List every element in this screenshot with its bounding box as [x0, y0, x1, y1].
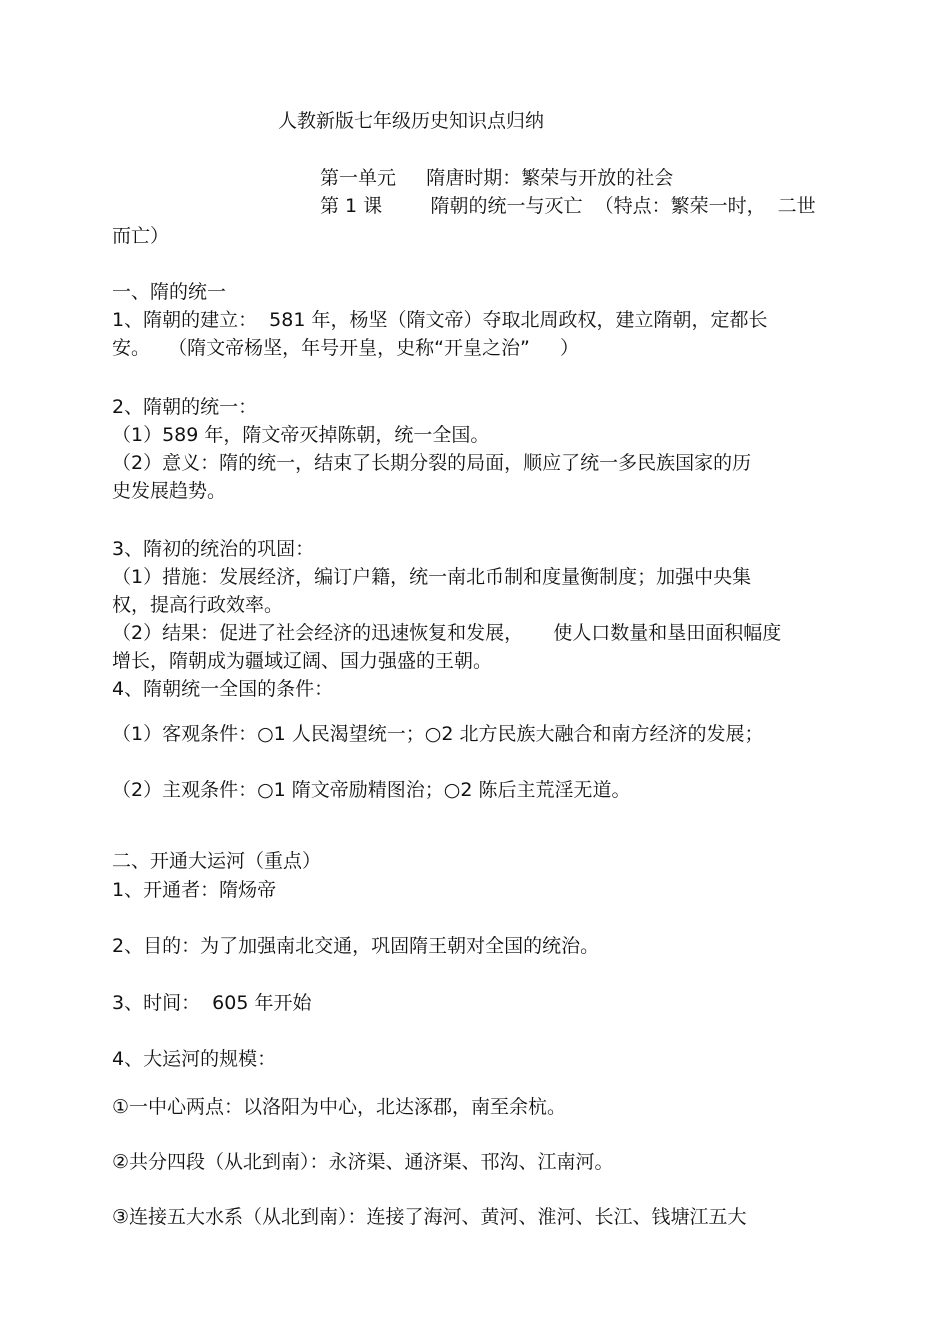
- section-heading: 二、开通大运河（重点）: [112, 850, 322, 872]
- list-item-continued: 史发展趋势。: [112, 480, 227, 502]
- lesson-heading: 第 1 课 隋朝的统一与灭亡 （特点：繁荣一时， 二世: [320, 195, 816, 217]
- subheading: 3、隋初的统治的巩固：: [112, 538, 315, 560]
- section-heading: 一、隋的统一: [112, 281, 227, 303]
- paragraph-line: 1、开通者：隋炀帝: [112, 879, 277, 901]
- list-item-continued: 增长，隋朝成为疆域辽阔、国力强盛的王朝。: [112, 650, 493, 672]
- list-item: （2）意义：隋的统一，结束了长期分裂的局面，顺应了统一多民族国家的历: [112, 452, 752, 474]
- list-item: （1）客观条件：○1 人民渴望统一；○2 北方民族大融合和南方经济的发展；: [112, 723, 764, 745]
- document-title: 人教新版七年级历史知识点归纳: [278, 110, 545, 132]
- list-item: ①一中心两点：以洛阳为中心，北达涿郡，南至余杭。: [112, 1096, 567, 1118]
- list-item: （2）主观条件：○1 隋文帝励精图治；○2 陈后主荒淫无道。: [112, 779, 631, 801]
- lesson-heading-continued: 而亡）: [112, 225, 170, 247]
- paragraph-line: 2、目的：为了加强南北交通，巩固隋王朝对全国的统治。: [112, 935, 600, 957]
- list-item-continued: 权，提高行政效率。: [112, 594, 284, 616]
- paragraph-line: 3、时间： 605 年开始: [112, 992, 312, 1014]
- list-item: （1）589 年，隋文帝灭掉陈朝，统一全国。: [112, 424, 490, 446]
- paragraph-line: 1、隋朝的建立： 581 年，杨坚（隋文帝）夺取北周政权，建立隋朝，定都长: [112, 309, 768, 331]
- subheading: 4、大运河的规模：: [112, 1048, 277, 1070]
- list-item: （1）措施：发展经济，编订户籍，统一南北币制和度量衡制度；加强中央集: [112, 566, 752, 588]
- paragraph-line: 安。 （隋文帝杨坚，年号开皇，史称“开皇之治” ）: [112, 337, 580, 359]
- list-item: ③连接五大水系（从北到南）：连接了海河、黄河、淮河、长江、钱塘江五大: [112, 1206, 747, 1228]
- unit-heading: 第一单元 隋唐时期：繁荣与开放的社会: [320, 167, 674, 189]
- list-item: ②共分四段（从北到南）：永济渠、通济渠、邗沟、江南河。: [112, 1151, 614, 1173]
- list-item: （2）结果：促进了社会经济的迅速恢复和发展， 使人口数量和垦田面积幅度: [112, 622, 782, 644]
- subheading: 2、隋朝的统一：: [112, 396, 258, 418]
- subheading: 4、隋朝统一全国的条件：: [112, 678, 334, 700]
